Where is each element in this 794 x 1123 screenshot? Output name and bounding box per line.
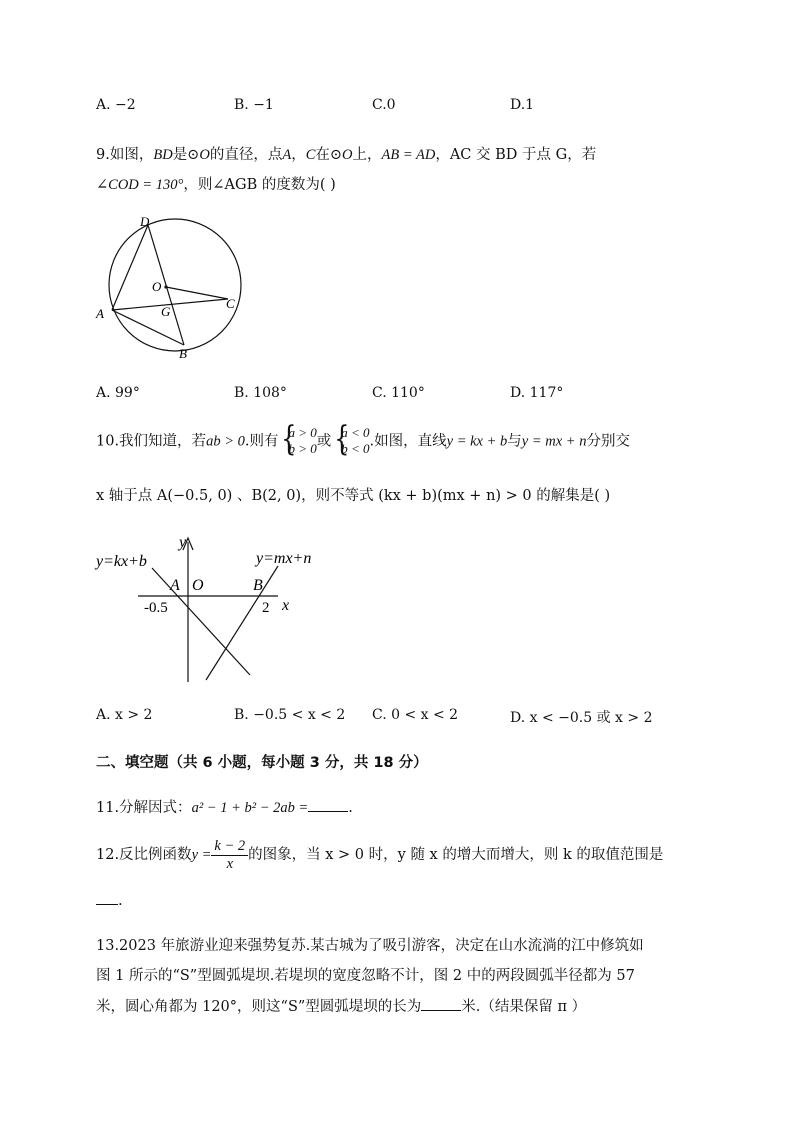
cases-negative: { a < 0 b < 0	[334, 419, 370, 459]
q13-answer-blank[interactable]	[421, 1009, 461, 1011]
q9-option-a: A. 99°	[96, 385, 140, 401]
q9-option-c: C. 110°	[372, 385, 425, 401]
section-heading: 二、填空题（共 6 小题，每小题 3 分，共 18 分）	[96, 755, 428, 771]
q10-line1: 10.我们知道，若ab > 0.则有 { a > 0 b > 0 或 { a < 0 b < 0 .如图，直线y = kx + b与y = mx + n分别交	[96, 419, 630, 459]
label-two: 2	[262, 600, 270, 616]
q12: 12.反比例函数y = $\frac{k - 2}{x}$ 的图象，当 x > 0 时，y 随 x 的增大而增大，则 k 的取值范围是	[96, 838, 664, 872]
segment-ab	[112, 310, 184, 345]
q8-option-c: C.0	[372, 97, 396, 113]
segment-oc	[166, 287, 228, 299]
arc-equation: AB = AD	[381, 147, 436, 163]
label-y-axis: y	[179, 534, 187, 551]
q11: 11.分解因式：a² − 1 + b² − 2ab = .	[96, 800, 353, 816]
q13-line2: 图 1 所示的“S”型圆弧堤坝.若堤坝的宽度忽略不计，图 2 中的两段圆弧半径都为 57	[96, 968, 635, 984]
line-mx-n	[206, 566, 278, 680]
q10-line2: x 轴于点 A(−0.5, 0) 、B(2, 0)，则不等式 (kx + b)(mx + n) > 0 的解集是( )	[96, 488, 611, 504]
label-neg-half: -0.5	[144, 600, 168, 616]
q9-line1: 9.如图，BD是⊙O的直径，点A，C在⊙O上，AB = AD，AC 交 BD 于点 G，若	[96, 147, 597, 163]
q11-answer-blank[interactable]	[308, 810, 348, 812]
label-line-kx: y=kx+b	[96, 553, 147, 570]
q13-line1: 13.2023 年旅游业迎来强势复苏.某古城为了吸引游客，决定在山水流淌的江中修筑如	[96, 938, 644, 954]
cases-positive: { a > 0 b > 0	[281, 419, 317, 459]
q13-line3: 米，圆心角都为 120°，则这“S”型圆弧堤坝的长为 米.（结果保留 π ）	[96, 999, 587, 1015]
label-line-mx: y=mx+n	[256, 550, 312, 567]
label-x-axis: x	[282, 597, 290, 614]
label-d: D	[140, 214, 150, 229]
q9-line2: ∠COD = 130°，则∠AGB 的度数为( )	[96, 177, 336, 193]
q9-option-b: B. 108°	[234, 385, 287, 401]
q8-option-a: A. −2	[96, 97, 136, 113]
label-b: B	[179, 346, 187, 361]
circle-o	[109, 219, 241, 351]
q12-line2: .	[96, 893, 123, 909]
center-dot	[164, 285, 167, 288]
q10-option-b: B. −0.5 < x < 2	[234, 707, 346, 723]
q10-option-d: D. x < −0.5 或 x > 2	[510, 710, 653, 726]
q10-option-c: C. 0 < x < 2	[372, 707, 459, 723]
label-a: A	[170, 577, 180, 594]
q9-option-d: D. 117°	[510, 385, 564, 401]
label-a: A	[96, 306, 104, 321]
fraction: $\frac{k - 2}{x}$	[211, 838, 248, 872]
q10-graph-figure	[90, 530, 330, 690]
q9-circle-figure	[90, 208, 260, 368]
label-b: B	[253, 577, 263, 594]
q10-option-a: A. x > 2	[96, 707, 153, 723]
segment-da	[112, 225, 148, 310]
q8-option-b: B. −1	[234, 97, 274, 113]
label-c: C	[226, 296, 235, 311]
label-o: O	[152, 279, 162, 294]
label-o: O	[192, 577, 204, 594]
label-g: G	[161, 304, 171, 319]
q8-option-d: D.1	[510, 97, 535, 113]
q12-answer-blank[interactable]	[96, 903, 118, 905]
